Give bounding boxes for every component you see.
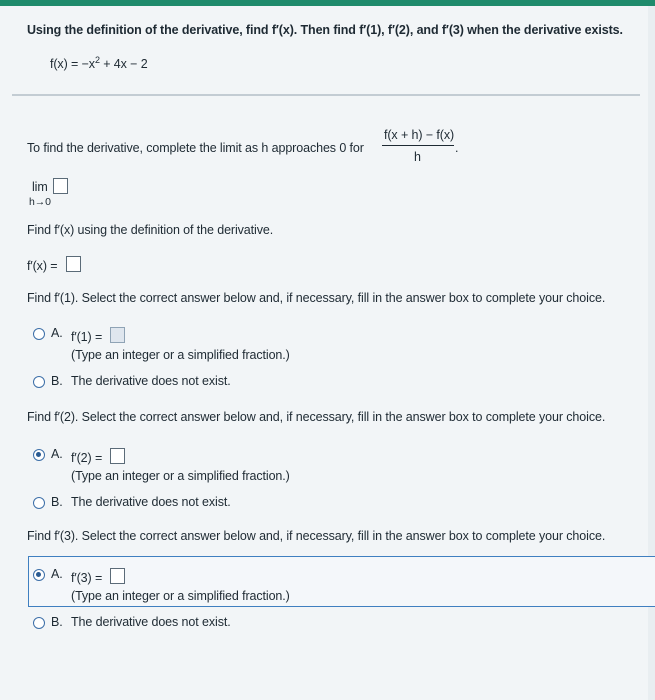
function-lhs: f(x) = −x [50,57,95,72]
q1-option-a-lhs: f′(1) = [71,330,103,344]
q3-option-a-lhs: f′(3) = [71,571,103,585]
q2-option-b-text: The derivative does not exist. [71,495,231,509]
function-exponent: 2 [94,55,100,65]
q2-option-b-letter: B. [51,495,63,509]
q1-option-b-text: The derivative does not exist. [71,374,231,388]
q1-option-a-letter: A. [51,326,63,340]
q3-option-b-text: The derivative does not exist. [71,615,231,629]
derivative-instruction: Find f′(x) using the definition of the derivative. [27,223,274,237]
function-definition [50,55,148,71]
q1-option-a-radio[interactable] [33,328,45,340]
limit-instruction: To find the derivative, complete the limit as h approaches 0 for [27,141,364,155]
fraction-bar [382,145,454,146]
q1-option-b-letter: B. [51,374,63,388]
q2-option-a-letter: A. [51,447,63,461]
q1-answer-box[interactable] [110,327,125,343]
q2-option-a-lhs: f′(2) = [71,451,103,465]
q3-option-a-letter: A. [51,567,63,581]
q3-option-b-letter: B. [51,615,63,629]
difference-quotient-numerator: f(x + h) − f(x) [384,128,455,142]
q2-answer-box[interactable] [110,448,125,464]
q1-option-a-hint: (Type an integer or a simplified fraction.) [71,348,290,362]
q1-instruction: Find f′(1). Select the correct answer below and, if necessary, fill in the answer box to complete your choice. [27,291,606,305]
difference-quotient-denominator: h [414,150,421,164]
limit-answer-box[interactable] [53,178,68,194]
period: . [455,141,459,155]
q3-option-a-hint: (Type an integer or a simplified fraction.) [71,589,290,603]
limit-subscript: h→0 [29,196,51,208]
q2-option-a-hint: (Type an integer or a simplified fraction.) [71,469,290,483]
limit-label: lim [32,180,48,194]
q1-option-b-radio[interactable] [33,376,45,388]
function-rhs: + 4x − 2 [103,57,148,72]
q3-option-b-radio[interactable] [33,617,45,629]
section-divider [12,94,640,96]
q2-option-a-radio[interactable] [33,449,45,461]
derivative-answer-box[interactable] [66,256,81,272]
q2-option-b-radio[interactable] [33,497,45,509]
q2-instruction: Find f′(2). Select the correct answer below and, if necessary, fill in the answer box to complete your choice. [27,410,606,424]
q3-instruction: Find f′(3). Select the correct answer below and, if necessary, fill in the answer box to complete your choice. [27,529,606,543]
derivative-lhs: f′(x) = [27,259,58,273]
q3-answer-box[interactable] [110,568,125,584]
question-instruction: Using the definition of the derivative, find f′(x). Then find f′(1), f′(2), and f′(3) when the derivative exists. [27,23,623,37]
q3-option-a-radio[interactable] [33,569,45,581]
